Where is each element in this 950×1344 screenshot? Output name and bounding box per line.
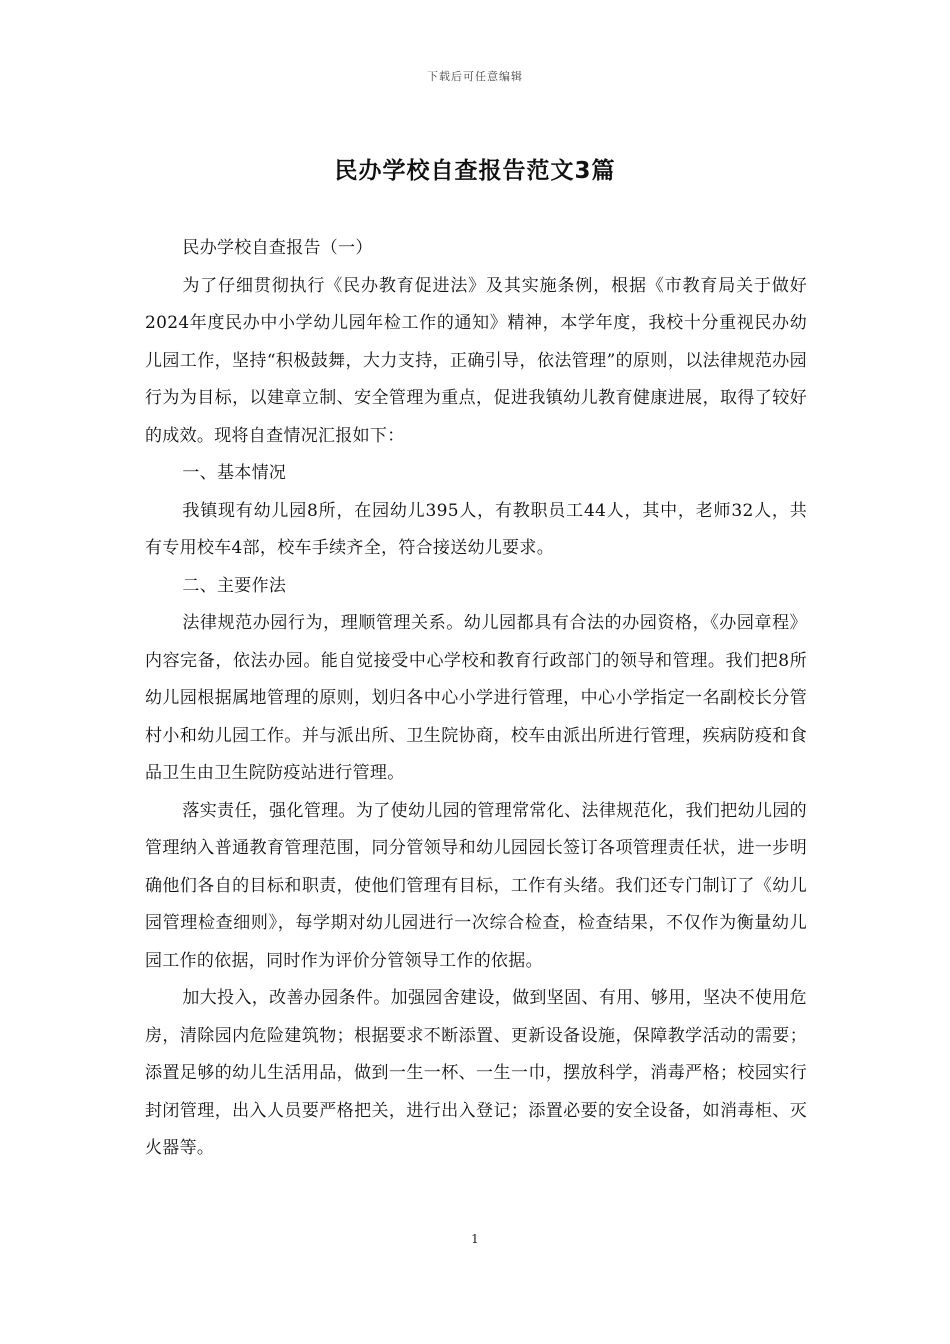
practice-paragraph-investment: 加大投入，改善办园条件。加强园舍建设，做到坚固、有用、够用，坚决不使用危房，清除园内危险建筑物；根据要求不断添置、更新设备设施，保障教学活动的需要；添置足够的幼儿生活用品，做到一生一杯、一生一巾，摆放科学，消毒严格；校园实行封闭管理，出入人员要严格把关，进行出入登记；添置必要的安全设备，如消毒柜、灭火器等。 xyxy=(145,988,807,1158)
section-heading-main-practices: 二、主要作法 xyxy=(182,575,287,596)
header-note: 下载后可任意编辑 xyxy=(427,70,523,83)
basic-situation-paragraph: 我镇现有幼儿园8所，在园幼儿395人，有教职员工44人，其中，老师32人，共有专用校车4部，校车手续齐全，符合接送幼儿要求。 xyxy=(145,500,807,558)
practice-paragraph-responsibility: 落实责任，强化管理。为了使幼儿园的管理常常化、法律规范化，我们把幼儿园的管理纳入普通教育管理范围，同分管领导和幼儿园园长签订各项管理责任状，进一步明确他们各自的目标和职责，使他们管理有目标，工作有头绪。我们还专门制订了《幼儿园管理检查细则》，每学期对幼儿园进行一次综合检查，检查结果，不仅作为衡量幼儿园工作的依据，同时作为评价分管领导工作的依据。 xyxy=(145,800,807,971)
section-heading-report-one: 民办学校自查报告（一） xyxy=(182,238,373,258)
section-heading-basic-situation: 一、基本情况 xyxy=(182,463,287,483)
intro-paragraph: 为了仔细贯彻执行《民办教育促进法》及其实施条例，根据《市教育局关于做好2024年度民办中小学幼儿园年检工作的通知》精神，本学年度，我校十分重视民办幼儿园工作，坚持“积极鼓舞，大力支持，正确引导，依法管理”的原则，以法律规范办园行为为目标，以建章立制、安全管理为重点，促进我镇幼儿教育健康进展，取得了较好的成效。现将自查情况汇报如下： xyxy=(145,275,807,446)
document-title: 民办学校自查报告范文3篇 xyxy=(334,158,616,184)
document-body xyxy=(145,230,807,1168)
page-number: 1 xyxy=(471,1232,479,1246)
practice-paragraph-legal: 法律规范办园行为，理顺管理关系。幼儿园都具有合法的办园资格，《办园章程》内容完备，依法办园。能自觉接受中心学校和教育行政部门的领导和管理。我们把8所幼儿园根据属地管理的原则，划归各中心小学进行管理，中心小学指定一名副校长分管村小和幼儿园工作。并与派出所、卫生院协商，校车由派出所进行管理，疾病防疫和食品卫生由卫生院防疫站进行管理。 xyxy=(145,613,807,783)
